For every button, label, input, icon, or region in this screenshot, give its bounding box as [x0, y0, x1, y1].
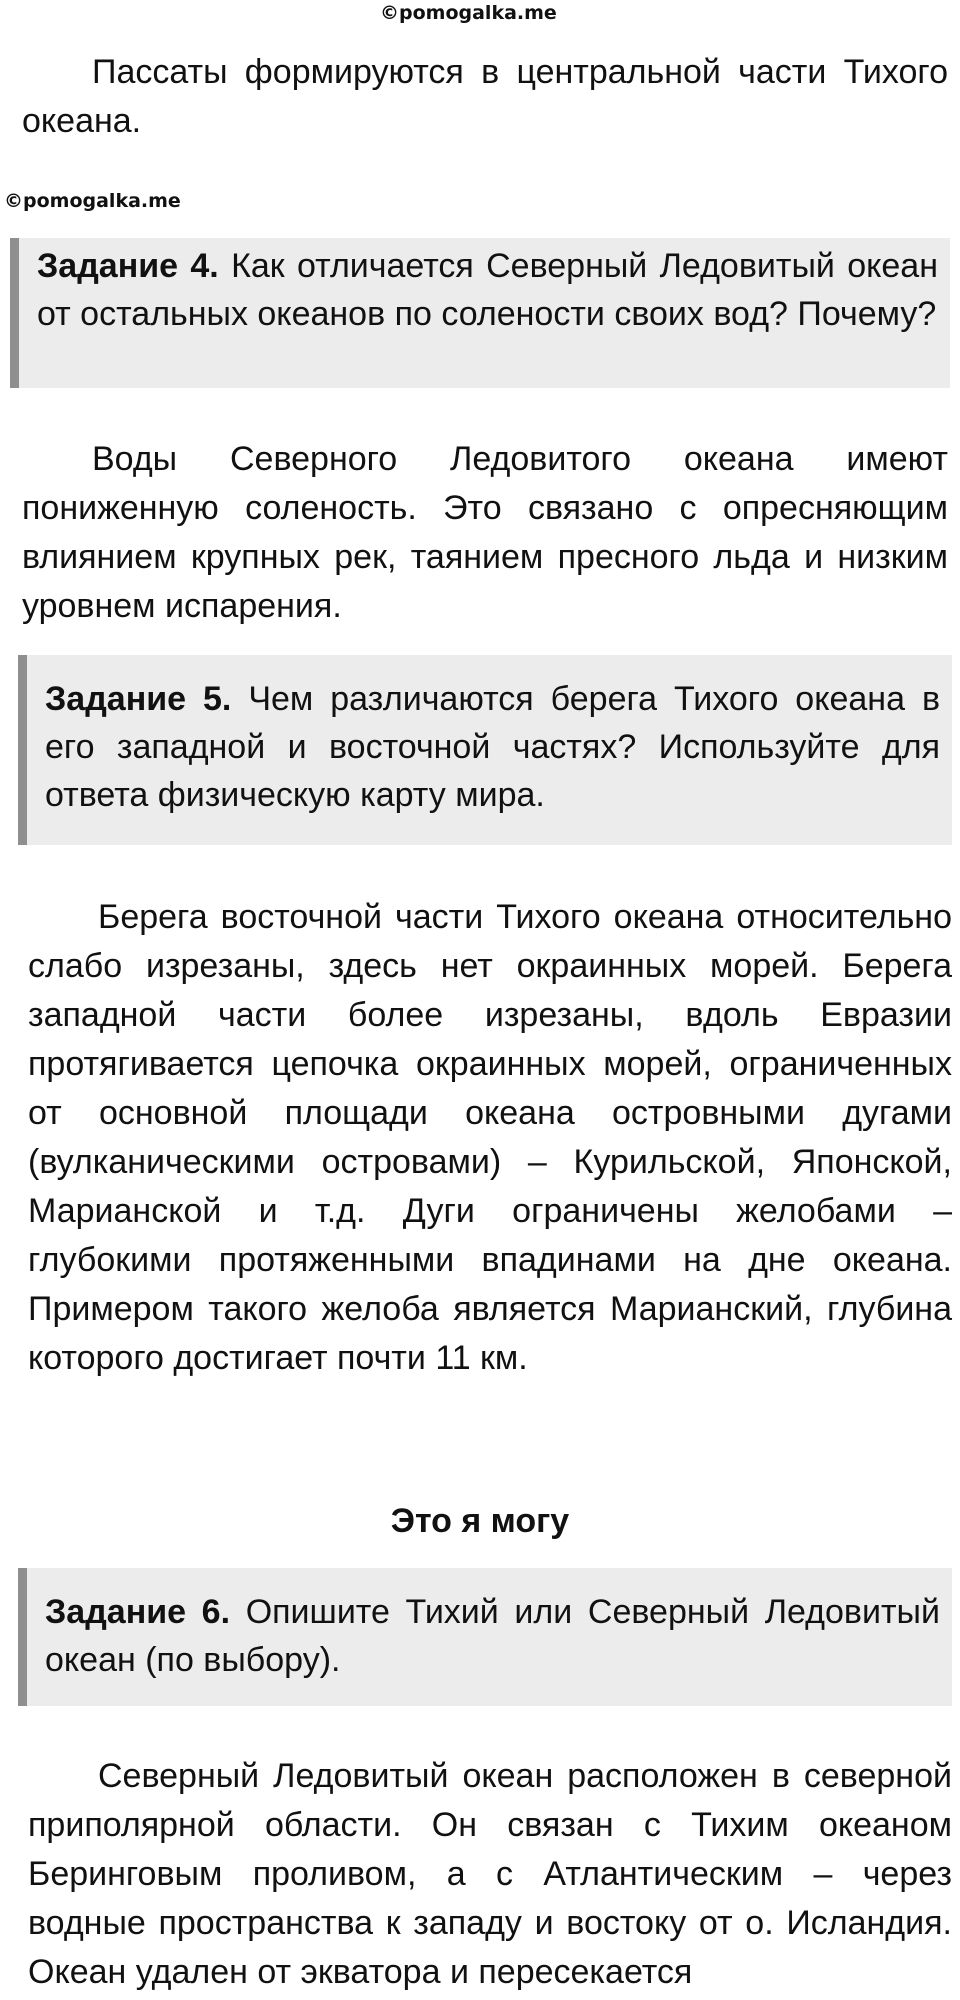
- section-heading: Это я могу: [390, 1502, 570, 1540]
- task-6-text: Опишите Тихий или Северный Ледовитый океан (по выбору).: [45, 1593, 940, 1679]
- task-5-box: [18, 655, 952, 845]
- watermark-top: ©pomogalka.me: [380, 2, 557, 24]
- answer-5: Берега восточной части Тихого океана относительно слабо изрезаны, здесь нет окраинных морей. Берега западной части более изрезаны, вдоль Евразии протягивается цепочка окраинных морей, ограниченных от основной площади океана островными дугами (вулканическими островами) – Курильской, Японской, Марианской и т.д. Дуги ограничены желобами – глубокими протяженными впадинами на дне океана. Примером такого желоба является Марианский, глубина которого достигает почти 11 км.: [28, 898, 952, 1377]
- answer-4: Воды Северного Ледовитого океана имеют пониженную соленость. Это связано с опресняющим влиянием крупных рек, таянием пресного льда и низким уровнем испарения.: [22, 440, 948, 625]
- task-5-text: Чем различаются берега Тихого океана в его западной и восточной частях? Используйте для ответа физическую карту мира.: [45, 680, 941, 814]
- answer-3-tail: Пассаты формируются в центральной части Тихого океана.: [22, 53, 948, 140]
- watermark-left: ©pomogalka.me: [4, 190, 181, 212]
- task-6-label: Задание 6.: [45, 1593, 231, 1631]
- task-4-label: Задание 4.: [37, 247, 219, 285]
- answer-6: Северный Ледовитый океан расположен в северной приполярной области. Он связан с Тихим океаном Беринговым проливом, а с Атлантическим – через водные пространства к западу и востоку от о. Исландия. Океан удален от экватора и пересекается: [28, 1757, 952, 1991]
- task-4-text: Как отличается Северный Ледовитый океан от остальных океанов по солености своих вод? Почему?: [37, 247, 938, 333]
- task-5-label: Задание 5.: [45, 680, 232, 718]
- task-4-box: [10, 238, 950, 388]
- task-6-box: [18, 1568, 952, 1706]
